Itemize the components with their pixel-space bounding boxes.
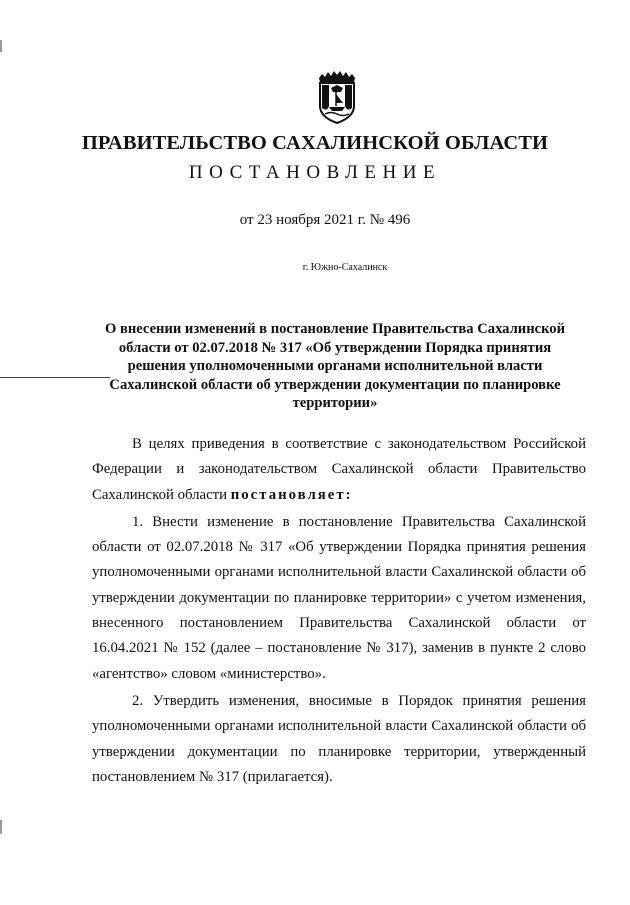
document-type: ПОСТАНОВЛЕНИЕ: [188, 162, 442, 183]
title-line: области от 02.07.2018 № 317 «Об утверждении Порядка принятия: [118, 339, 552, 356]
title-line: территории»: [292, 395, 378, 411]
scan-edge-mark: [0, 820, 2, 834]
document-city: г. Южно-Сахалинск: [302, 262, 388, 273]
intro-text: В целях приведения в соответствие с законодательством Российской Федерации и законодательством Сахалинской области Правительство Сахалинской области: [92, 436, 586, 503]
title-line: решения уполномоченными органами исполнительной власти: [127, 358, 543, 374]
item-1-paragraph: 1. Внести изменение в постановление Правительства Сахалинской области от 02.07.2018 № 317 «Об утверждении Порядка принятия решения уполномоченными органами исполнительной власти Сахалинской области об утверждении документации по планировке территории» с учетом изменения, внесенного постановлением Правительства Сахалинской области от 16.04.2021 № 152 (далее – постановление № 317), заменив в пункте 2 слово «агентство» словом «министерство».: [92, 513, 586, 682]
document-date-number: от 23 ноября 2021 г. № 496: [239, 212, 411, 228]
document-body: [92, 432, 586, 790]
title-line: О внесении изменений в постановление Правительства Сахалинской: [104, 321, 566, 337]
document-title: [95, 320, 575, 413]
sakhalin-coat-of-arms-icon: [316, 70, 358, 124]
scan-edge-mark: [0, 40, 2, 52]
government-name: ПРАВИТЕЛЬСТВО САХАЛИНСКОЙ ОБЛАСТИ: [81, 132, 549, 154]
title-line: Сахалинской области об утверждении документации по планировке: [109, 376, 561, 393]
scan-rule-line: [0, 377, 110, 378]
intro-paragraph: [92, 432, 586, 508]
item-2-paragraph: 2. Утвердить изменения, вносимые в Порядок принятия решения уполномоченными органами исполнительной власти Сахалинской области об утверждении документации по планировке территории, утвержденный постановлением № 317 (прилагается).: [92, 692, 586, 785]
resolves-keyword: постановляет:: [230, 486, 353, 503]
